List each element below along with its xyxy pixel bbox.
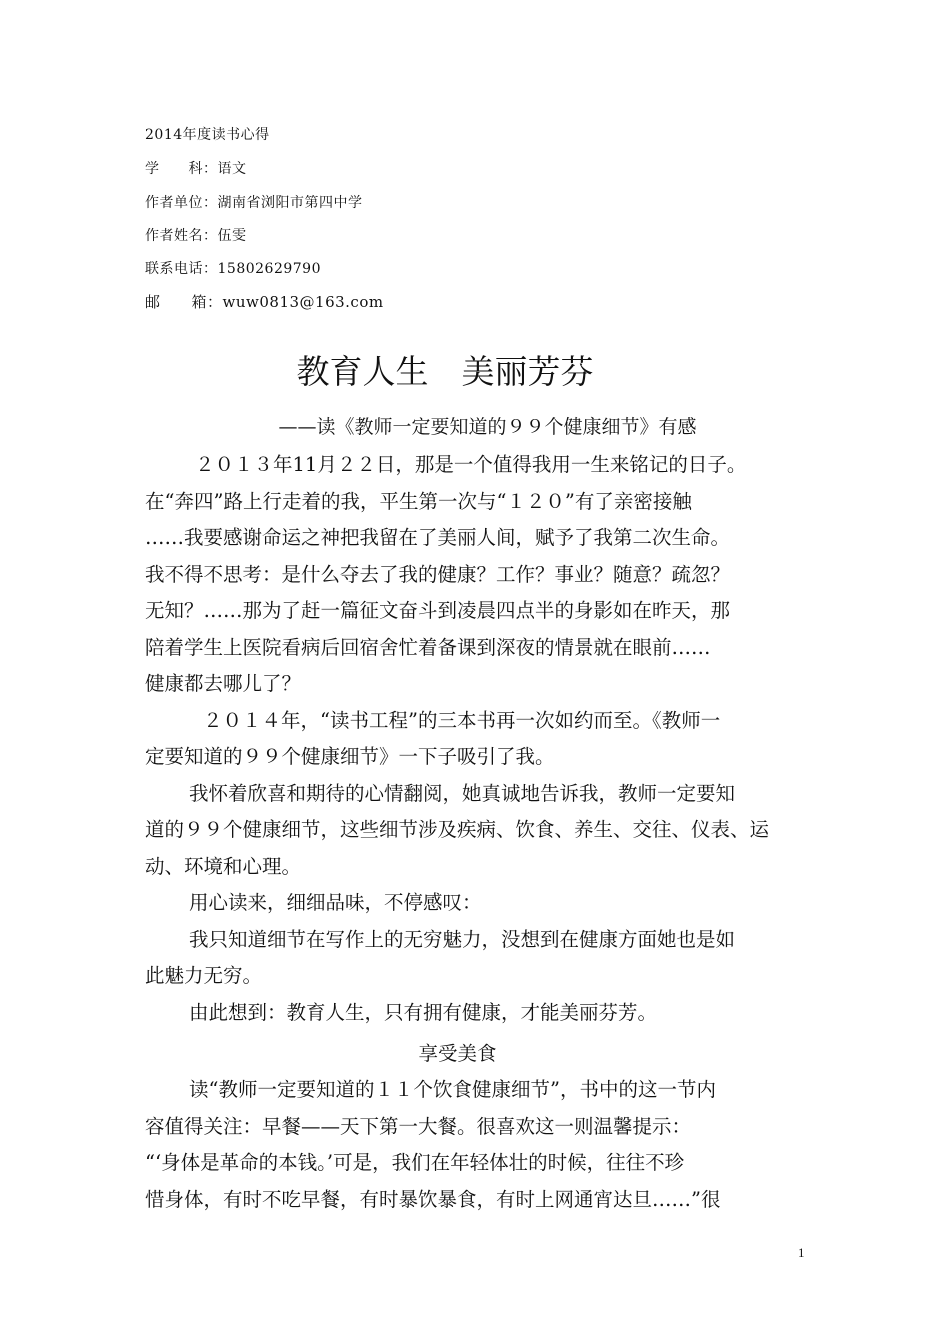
paragraph-5-line: 此魅力无穷。 <box>145 964 263 987</box>
name-label: 作者姓名： <box>145 228 218 244</box>
paragraph-1-line: 无知？……那为了赶一篇征文奋斗到凌晨四点半的身影如在昨天，那 <box>145 599 731 622</box>
article-body <box>145 447 810 1031</box>
email-label: 邮 箱： <box>145 293 223 311</box>
subject-row <box>145 159 247 179</box>
paragraph-1-line: ２０１３年11月２２日，那是一个值得我用一生来铭记的日子。 <box>195 453 747 476</box>
paragraph-6-line: 由此想到：教育人生，只有拥有健康，才能美丽芬芳。 <box>189 1000 658 1024</box>
paragraph-1-line: 陪着学生上医院看病后回宿舍忙着备课到深夜的情景就在眼前…… <box>145 635 711 659</box>
name-row <box>145 226 247 246</box>
subject-value: 语文 <box>217 161 247 177</box>
subject-label: 学 科： <box>145 161 218 177</box>
paragraph-4-line: 用心读来，细细品味，不停感叹： <box>189 891 482 914</box>
section-paragraph-line: “‘身体是革命的本钱。’可是，我们在年轻体壮的时候，往往不珍 <box>145 1151 685 1174</box>
paragraph-2-line: ２０１４年，“读书工程”的三本书再一次如约而至。《教师一 <box>203 708 721 732</box>
section-paragraph-line: 惜身体，有时不吃早餐，有时暴饮暴食，有时上网通宵达旦……”很 <box>145 1187 721 1211</box>
section-body <box>145 1072 810 1218</box>
paragraph-3-line: 我怀着欣喜和期待的心情翻阅，她真诚地告诉我，教师一定要知 <box>189 781 736 805</box>
paragraph-1-line: 我不得不思考：是什么夺去了我的健康？工作？事业？随意？疏忽？ <box>145 562 731 586</box>
phone-label: 联系电话： <box>145 261 218 277</box>
year-title: 2014年度读书心得 <box>145 127 270 143</box>
unit-label: 作者单位： <box>145 195 218 211</box>
page-number: 1 <box>798 1245 805 1260</box>
phone-value: 15802629790 <box>217 261 321 277</box>
paragraph-3-line: 道的９９个健康细节，这些细节涉及疾病、饮食、养生、交往、仪表、运 <box>145 818 770 841</box>
paragraph-2-line: 定要知道的９９个健康细节》一下子吸引了我。 <box>145 745 555 768</box>
name-value: 伍雯 <box>217 228 247 244</box>
paragraph-1-line: 在“奔四”路上行走着的我，平生第一次与“１２０”有了亲密接触 <box>145 489 692 513</box>
paragraph-1-line: ……我要感谢命运之神把我留在了美丽人间，赋予了我第二次生命。 <box>145 526 731 549</box>
section-paragraph-line: 容值得关注：早餐——天下第一大餐。很喜欢这一则温馨提示： <box>145 1114 692 1138</box>
section-paragraph-line: 读“教师一定要知道的１１个饮食健康细节”，书中的这一节内 <box>189 1078 716 1101</box>
phone-row <box>145 259 321 279</box>
article-title: 教育人生 美丽芳芬 <box>296 352 594 391</box>
paragraph-1-line: 健康都去哪儿了？ <box>145 672 302 695</box>
paragraph-3-line: 动、环境和心理。 <box>145 854 302 878</box>
email-value: wuw0813@163.com <box>222 293 384 311</box>
unit-value: 湖南省浏阳市第四中学 <box>217 195 363 211</box>
article-subtitle: ——读《教师一定要知道的９９个健康细节》有感 <box>278 416 697 438</box>
email-row <box>145 292 384 312</box>
unit-row <box>145 193 363 213</box>
section-heading: 享受美食 <box>418 1042 497 1065</box>
paragraph-5-line: 我只知道细节在写作上的无穷魅力，没想到在健康方面她也是如 <box>189 927 736 951</box>
